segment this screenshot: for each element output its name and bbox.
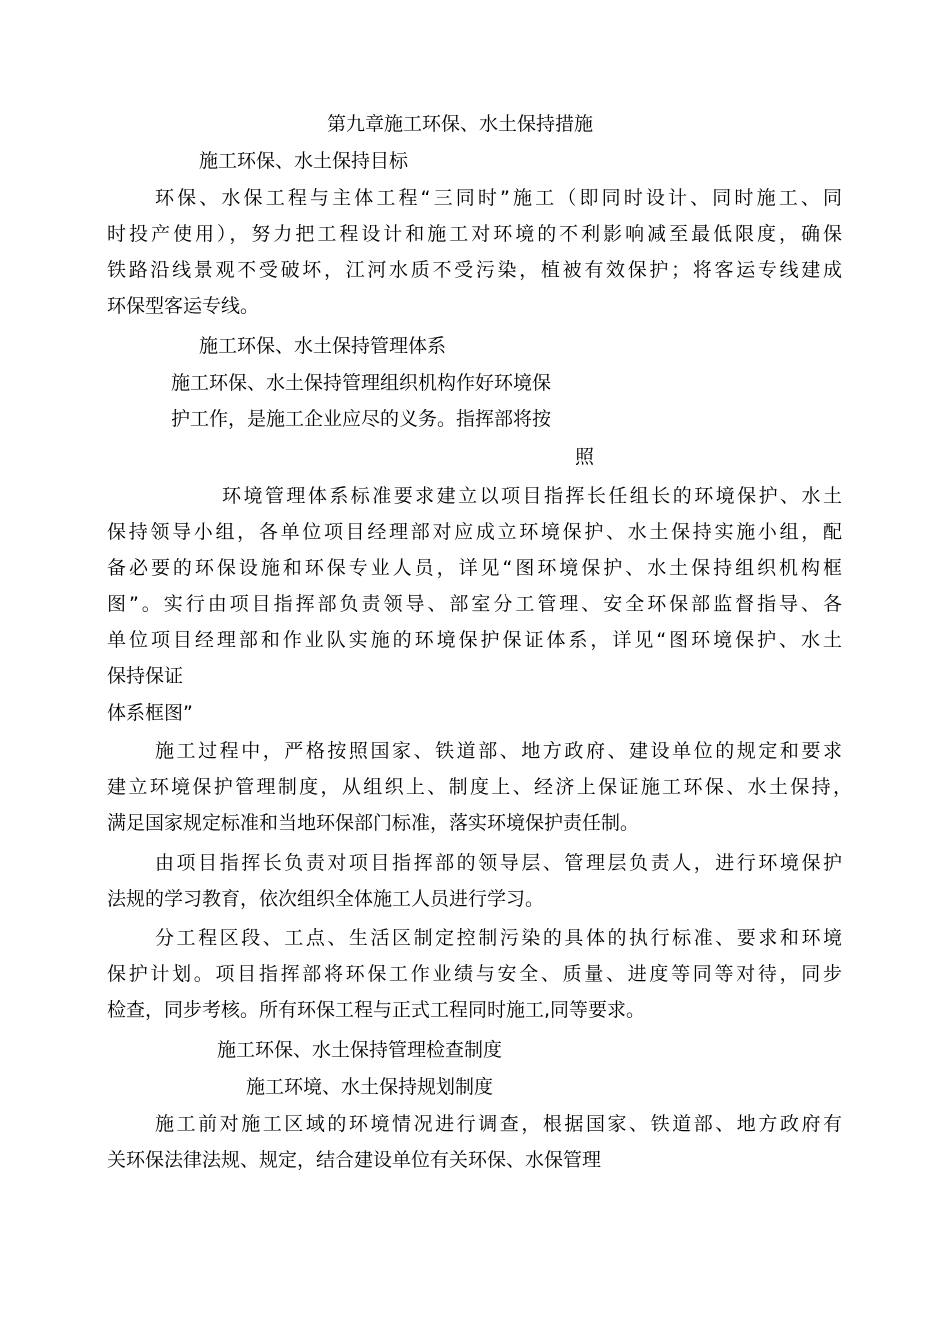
paragraph-line: 时投产使用），努力把工程设计和施工对环境的不利影响减至最低限度，确保 — [107, 223, 842, 245]
paragraph-line: 分工程区段、工点、生活区制定控制污染的具体的执行标准、要求和环境 — [155, 927, 842, 949]
paragraph-line: 环境管理体系标准要求建立以项目指挥长任组长的环境保护、水土 — [222, 485, 842, 507]
paragraph-line: 由项目指挥长负责对项目指挥部的领导层、管理层负责人，进行环境保护 — [155, 852, 842, 874]
sub-block-line: 施工环保、水土保持管理组织机构作好环境保 — [171, 372, 552, 394]
paragraph-line: 检查，同步考核。所有环保工程与正式工程同时施工,同等要求。 — [107, 999, 646, 1021]
chapter-title: 第九章施工环保、水土保持措施 — [327, 113, 594, 135]
sub-block-line: 护工作，是施工企业应尽的义务。指挥部将按 — [171, 408, 552, 430]
paragraph-line: 图”。实行由项目指挥部负责领导、部室分工管理、安全环保部监督指导、各 — [107, 593, 842, 615]
paragraph-line: 环保、水保工程与主体工程“三同时”施工（即同时设计、同时施工、同 — [155, 187, 842, 209]
section-heading-goals: 施工环保、水土保持目标 — [199, 150, 409, 172]
paragraph-line: 备必要的环保设施和环保专业人员，详见“图环境保护、水土保持组织机构框 — [107, 557, 842, 579]
paragraph-line: 保持保证 — [107, 665, 184, 687]
paragraph-line: 施工过程中，严格按照国家、铁道部、地方政府、建设单位的规定和要求 — [155, 740, 842, 762]
sub-block-line: 照 — [575, 446, 595, 468]
paragraph-line: 保护计划。项目指挥部将环保工作业绩与安全、质量、进度等同等对待，同步 — [107, 963, 842, 985]
paragraph-line: 体系框图” — [107, 702, 193, 724]
paragraph-line: 满足国家规定标准和当地环保部门标准，落实环境保护责任制。 — [107, 812, 640, 834]
section-heading-management-system: 施工环保、水土保持管理体系 — [199, 335, 447, 357]
paragraph-line: 关环保法律法规、规定，结合建设单位有关环保、水保管理 — [107, 1149, 602, 1171]
paragraph-line: 单位项目经理部和作业队实施的环境保护保证体系，详见“图环境保护、水土 — [107, 629, 842, 651]
paragraph-line: 施工前对施工区域的环境情况进行调查，根据国家、铁道部、地方政府有 — [155, 1113, 842, 1135]
paragraph-line: 建立环境保护管理制度，从组织上、制度上、经济上保证施工环保、水土保持， — [107, 776, 852, 798]
section-heading-planning: 施工环境、水土保持规划制度 — [246, 1076, 494, 1098]
paragraph-line: 保持领导小组，各单位项目经理部对应成立环境保护、水土保持实施小组，配 — [107, 521, 842, 543]
paragraph-line: 环保型客运专线。 — [107, 295, 260, 317]
paragraph-line: 法规的学习教育，依次组织全体施工人员进行学习。 — [107, 888, 545, 910]
section-heading-inspection: 施工环保、水土保持管理检查制度 — [217, 1039, 503, 1061]
paragraph-line: 铁路沿线景观不受破坏，江河水质不受污染，植被有效保护；将客运专线建成 — [107, 259, 842, 281]
